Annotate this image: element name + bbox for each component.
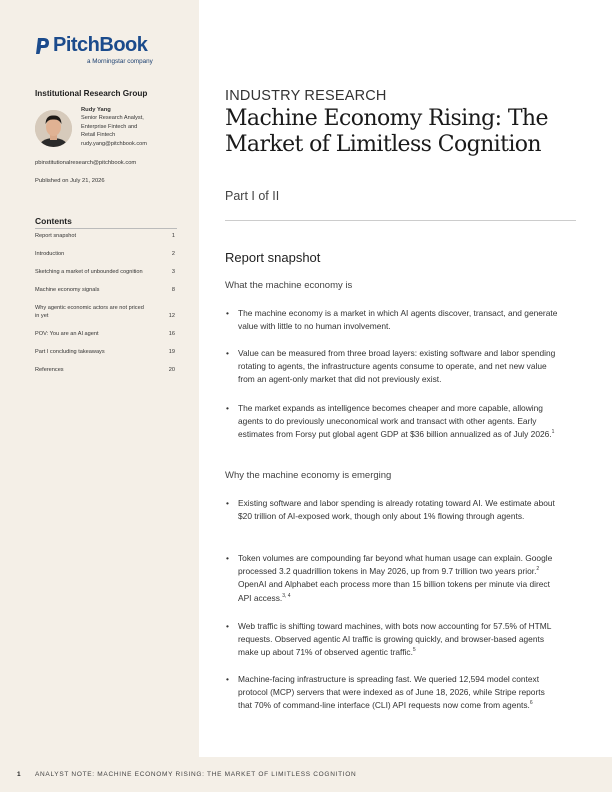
toc-item-page: 1 xyxy=(171,233,175,239)
author-title-line: Retail Fintech xyxy=(81,132,116,139)
toc-item[interactable] xyxy=(35,250,175,258)
bullet-text: Machine-facing infrastructure is spreading fast. We queried 12,594 model context protocol (MCP) servers that were indexed as of June 18, 2026, while Stripe reports that 70% of command-line interface (CLI) API requests now come from agents. xyxy=(238,674,545,711)
toc-item-label: Machine economy signals xyxy=(35,287,100,293)
bullet-text: Value can be measured from three broad layers: existing software and labor spending rotating to agents, the infrastructure agents consume to operate, and net new value from an agent-only market that did not previously exist. xyxy=(238,348,556,385)
report-subtitle: Part I of II xyxy=(225,189,280,203)
page-number: 1 xyxy=(17,771,21,778)
report-title: Machine Economy Rising: The Market of Limitless Cognition xyxy=(225,106,548,157)
bullet-point xyxy=(238,402,558,442)
author-avatar xyxy=(35,110,72,147)
toc-item[interactable] xyxy=(35,232,175,240)
published-date: Published on July 21, 2026 xyxy=(35,178,105,184)
toc-item[interactable] xyxy=(35,348,175,356)
footnote-ref[interactable]: 5 xyxy=(412,647,416,654)
author-email-link[interactable]: rudy.yang@pitchbook.com xyxy=(81,140,147,147)
contact-email-link[interactable]: pbinstitutionalresearch@pitchbook.com xyxy=(35,160,137,166)
contents-heading: Contents xyxy=(35,216,72,226)
subsection-heading: What the machine economy is xyxy=(225,280,353,291)
author-name: Rudy Yang xyxy=(81,107,111,113)
author-title-line: Enterprise Fintech and xyxy=(81,123,138,130)
toc-item-label: Sketching a market of unbounded cognition xyxy=(35,269,143,275)
toc-item-label: POV: You are an AI agent xyxy=(35,331,99,337)
toc-item-label: Part I concluding takeaways xyxy=(35,349,105,355)
bullet-point xyxy=(238,497,558,523)
author-title-line: Senior Research Analyst, xyxy=(81,115,144,122)
footnote-ref[interactable]: 2 xyxy=(536,566,540,573)
subsection-heading: Why the machine economy is emerging xyxy=(225,470,392,481)
toc-item-label: Report snapshot xyxy=(35,233,77,239)
toc-item[interactable] xyxy=(35,330,175,338)
bullet-point xyxy=(238,347,558,387)
report-category: INDUSTRY RESEARCH xyxy=(225,88,387,104)
brand-tagline: a Morningstar company xyxy=(87,58,153,65)
author-photo xyxy=(35,110,72,147)
bullet-point xyxy=(238,307,558,333)
toc-item-label: References xyxy=(35,367,64,373)
bullet-text: OpenAI and Alphabet each process more than 15 billion tokens per minute via direct API access. xyxy=(238,579,550,603)
bullet-point xyxy=(238,620,558,660)
section-heading: Report snapshot xyxy=(225,250,321,265)
bullet-text: The machine economy is a market in which AI agents discover, transact, and generate value with little to no human involvement. xyxy=(238,308,558,332)
toc-item-page: 12 xyxy=(168,313,175,319)
toc-item-page: 3 xyxy=(171,269,175,275)
toc-item-page: 16 xyxy=(168,331,175,337)
bullet-point xyxy=(238,552,558,605)
bullet-text: Token volumes are compounding far beyond what human usage can explain. Google processed 3.2 quadrillion tokens in May 2026, up from 9.7 trillion two years prior. xyxy=(238,553,553,577)
toc-item-page: 20 xyxy=(168,367,175,373)
toc-item[interactable] xyxy=(35,366,175,374)
toc-item[interactable] xyxy=(35,304,175,320)
footer-title: ANALYST NOTE: MACHINE ECONOMY RISING: THE MARKET OF LIMITLESS COGNITION xyxy=(35,771,357,778)
toc-item-label: Why agentic economic actors are not priced in yet xyxy=(35,305,144,319)
title-divider xyxy=(225,220,576,221)
footnote-ref[interactable]: 3, 4 xyxy=(282,592,291,599)
toc-item-page: 8 xyxy=(171,287,175,293)
bullet-text: Web traffic is shifting toward machines, with bots now accounting for 57.5% of HTML requests. Observed agentic AI traffic is growing quickly, and browser-based agents make up about 71% of observed agentic traffic. xyxy=(238,621,552,658)
pitchbook-logo xyxy=(35,34,153,65)
brand-name: PitchBook xyxy=(53,34,148,56)
author-info xyxy=(81,106,191,148)
bullet-text: The market expands as intelligence becomes cheaper and more capable, allowing agents to do previously uneconomical work and transact with other agents. Early estimates from Forsy put global agent GDP at $36 billion annualized as of July 2026. xyxy=(238,403,552,440)
bullet-text: Existing software and labor spending is already rotating toward AI. We estimate about $20 trillion of AI-exposed work, though only about 1% flowing through agents. xyxy=(238,498,555,522)
bullet-point xyxy=(238,673,558,713)
group-title: Institutional Research Group xyxy=(35,89,148,98)
toc-item[interactable] xyxy=(35,286,175,294)
toc-item-page: 2 xyxy=(171,251,175,257)
toc-item[interactable] xyxy=(35,268,175,276)
toc-item-page: 19 xyxy=(168,349,175,355)
contents-divider xyxy=(35,228,177,229)
footnote-ref[interactable]: 6 xyxy=(529,700,533,707)
pitchbook-logo-icon xyxy=(35,36,51,56)
toc-item-label: Introduction xyxy=(35,251,65,257)
footnote-ref[interactable]: 1 xyxy=(551,429,555,436)
